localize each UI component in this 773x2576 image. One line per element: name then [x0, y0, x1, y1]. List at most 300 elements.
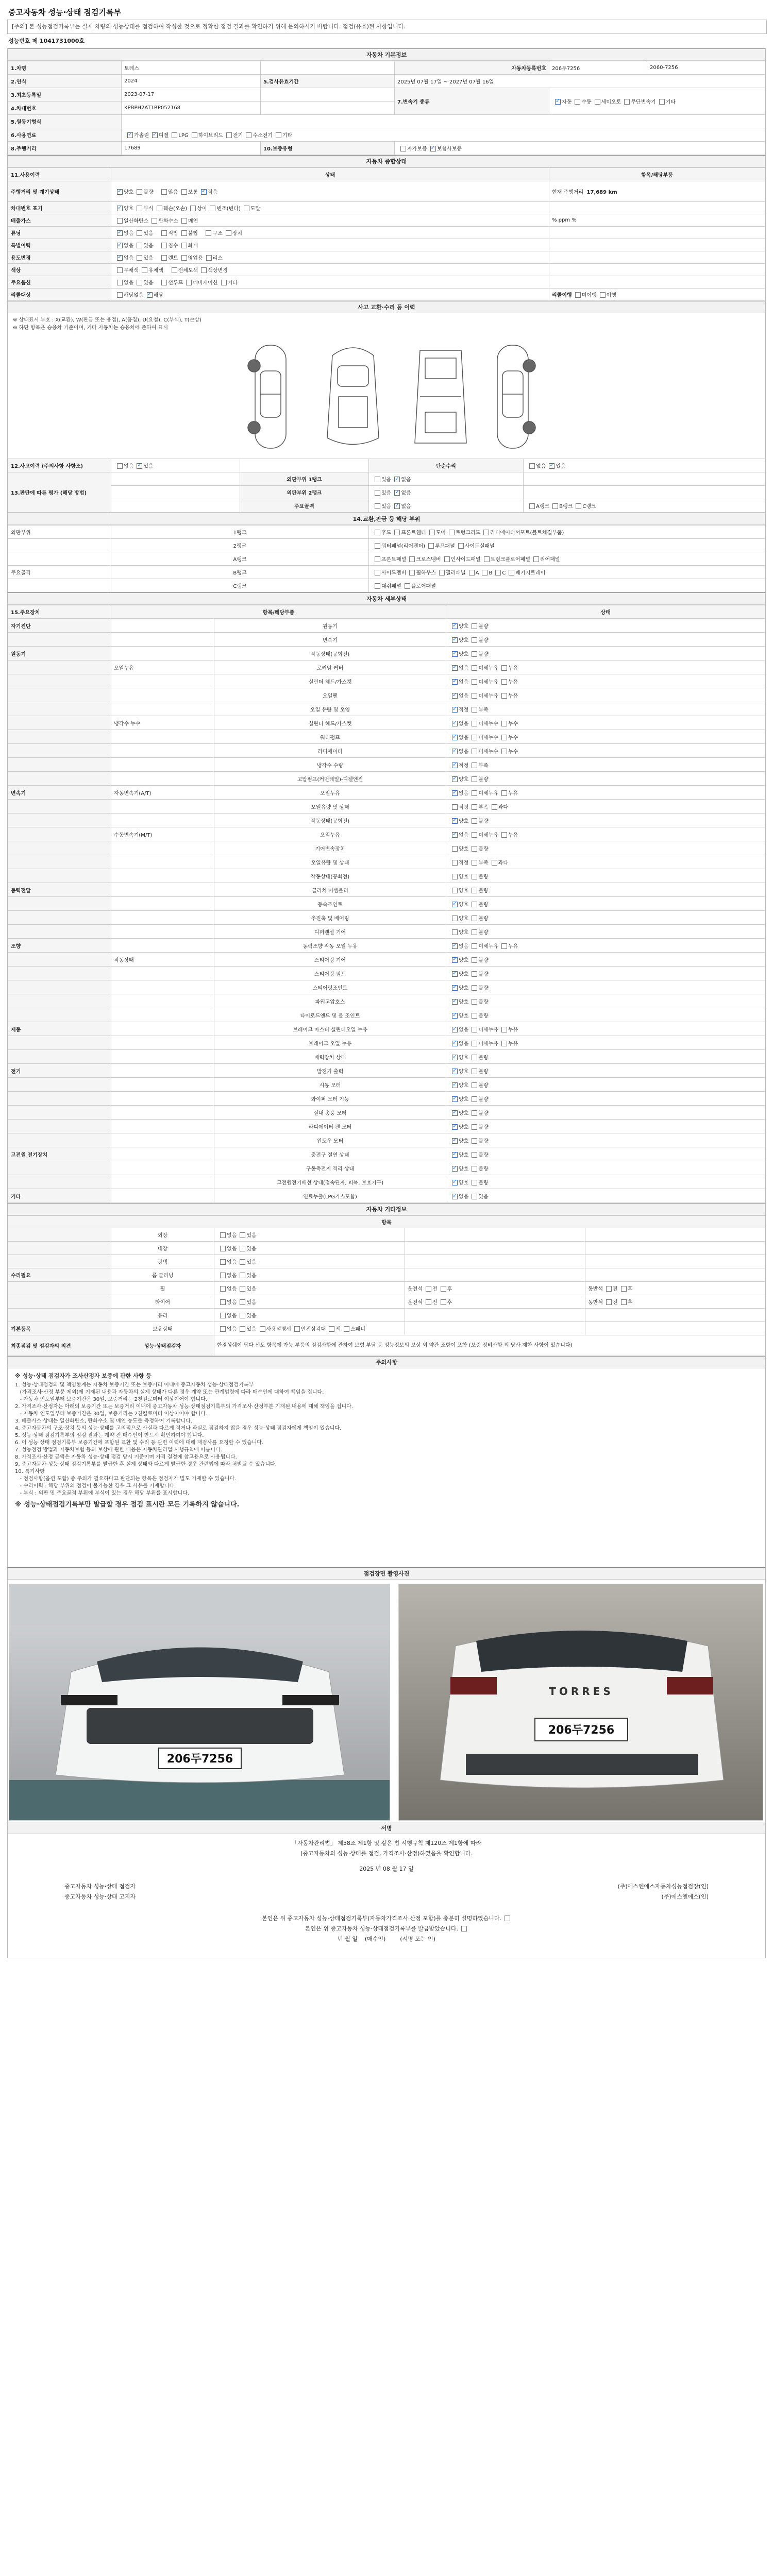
other-checkbox[interactable] [220, 1326, 226, 1332]
transmission-options [549, 88, 765, 115]
detail-checkbox[interactable] [472, 1194, 477, 1199]
detail-option-label: 누수 [508, 721, 518, 727]
part-checkbox[interactable] [509, 570, 514, 575]
part-checkbox[interactable] [394, 530, 400, 535]
detail-checkbox[interactable] [452, 1110, 458, 1116]
detail-checkbox[interactable] [472, 971, 477, 977]
detail-option-label: 없음 [459, 943, 469, 950]
status-8-checkbox[interactable] [147, 292, 153, 298]
status-3-sub-checkbox[interactable] [161, 230, 167, 236]
detail-checkbox[interactable] [472, 1096, 477, 1102]
status-0-checkbox[interactable] [117, 189, 123, 195]
transmission-checkbox[interactable] [555, 99, 561, 105]
basic-info-title: 자동차 기본정보 [8, 48, 765, 61]
detail-checkbox[interactable] [472, 916, 477, 921]
detail-checkbox[interactable] [452, 693, 458, 699]
status-7-checkbox[interactable] [137, 280, 142, 285]
detail-checkbox[interactable] [472, 943, 477, 949]
status-row-options [111, 276, 549, 289]
detail-checkbox[interactable] [452, 623, 458, 629]
status-8-c-checkbox[interactable] [575, 292, 581, 298]
fuel-checkbox[interactable] [172, 132, 177, 138]
detail-checkbox[interactable] [472, 860, 477, 866]
detail-group [8, 1133, 111, 1147]
detail-checkbox[interactable] [452, 804, 458, 810]
detail-item: 타이로드엔드 및 볼 조인트 [214, 1008, 446, 1022]
detail-checkbox[interactable] [472, 651, 477, 657]
fuel-checkbox[interactable] [226, 132, 232, 138]
status-6-checkbox[interactable] [117, 267, 123, 273]
fuel-checkbox[interactable] [246, 132, 251, 138]
other-checkbox[interactable] [240, 1246, 245, 1251]
detail-option-label: 양호 [459, 1082, 469, 1089]
status-3-sub-checkbox[interactable] [181, 230, 187, 236]
detail-checkbox[interactable] [472, 1055, 477, 1060]
part-checkbox[interactable] [375, 556, 380, 562]
confirm-1-checkbox[interactable] [505, 1916, 510, 1921]
detail-checkbox[interactable] [472, 637, 477, 643]
other-checkbox[interactable] [240, 1299, 245, 1305]
detail-checkbox[interactable] [492, 804, 497, 810]
detail-options [446, 730, 765, 744]
frame-rank-checkbox[interactable] [576, 503, 581, 509]
status-7-checkbox[interactable] [117, 280, 123, 285]
detail-options [446, 869, 765, 883]
status-1-checkbox[interactable] [157, 206, 162, 211]
status-4-checkbox[interactable] [137, 243, 142, 248]
frame-rank-checkbox[interactable] [552, 503, 558, 509]
detail-option-label: 불량 [478, 1138, 489, 1144]
part-checkbox[interactable] [449, 530, 455, 535]
status-3-checkbox[interactable] [137, 230, 142, 236]
parts-group: 주요골격 [8, 566, 111, 579]
frame-no-checkbox[interactable] [394, 503, 400, 509]
detail-checkbox[interactable] [472, 846, 477, 852]
detail-options [446, 1161, 765, 1175]
other-item: 유리 [111, 1309, 214, 1322]
detail-option-label: 불량 [478, 1013, 489, 1019]
note-line: 4. 중고자동차의 구조·장치 등의 성능·상태를 고의적으로 사실과 다르게 적거나 과실로 점검하지 않을 경우 성능·상태 점검자에게 책임이 있습니다. [15, 1426, 342, 1431]
detail-subgroup: 자동변속기(A/T) [111, 786, 214, 800]
other-option-label: 없음 [227, 1246, 237, 1252]
status-7-sub-checkbox[interactable] [221, 280, 227, 285]
detail-checkbox[interactable] [452, 1138, 458, 1144]
part-checkbox[interactable] [483, 530, 489, 535]
status-5-sub-checkbox[interactable] [206, 255, 212, 261]
other-option-label: 있음 [246, 1260, 257, 1265]
detail-checkbox[interactable] [452, 860, 458, 866]
detail-checkbox[interactable] [472, 1166, 477, 1172]
detail-option-label: 없음 [459, 679, 469, 685]
detail-option-label: 불량 [478, 888, 489, 894]
part-checkbox[interactable] [495, 570, 501, 575]
passenger-side-checkbox[interactable] [621, 1286, 627, 1292]
detail-group [8, 1106, 111, 1120]
detail-checkbox[interactable] [452, 749, 458, 754]
detail-checkbox[interactable] [452, 818, 458, 824]
warranty-insurance-checkbox[interactable] [430, 146, 436, 151]
detail-subgroup [111, 814, 214, 827]
detail-checkbox[interactable] [452, 1055, 458, 1060]
status-8-c-checkbox[interactable] [600, 292, 606, 298]
status-7-sub-checkbox[interactable] [186, 280, 192, 285]
status-8-option-label: 해당 [153, 293, 163, 298]
status-0-sub-checkbox[interactable] [201, 189, 207, 195]
status-2-checkbox[interactable] [152, 218, 157, 224]
detail-options [446, 855, 765, 869]
detail-checkbox[interactable] [452, 846, 458, 852]
spacer [111, 486, 240, 499]
signature-body [8, 1834, 765, 1958]
evaluation-label: 13.판단에 따른 평가 (해당 방법) [8, 472, 111, 513]
repair-yes-checkbox[interactable] [549, 463, 554, 469]
detail-checkbox[interactable] [472, 679, 477, 685]
detail-checkbox[interactable] [501, 943, 507, 949]
confirm-2-checkbox[interactable] [461, 1926, 467, 1931]
part-checkbox[interactable] [444, 556, 450, 562]
status-4-sub-checkbox[interactable] [161, 243, 167, 248]
detail-checkbox[interactable] [501, 665, 507, 671]
detail-checkbox[interactable] [452, 762, 458, 768]
driver-side-option-label: 후 [447, 1300, 452, 1306]
detail-checkbox[interactable] [472, 1082, 477, 1088]
passenger-side-checkbox[interactable] [606, 1299, 612, 1305]
frame-no-label: 없음 [401, 504, 411, 510]
detail-checkbox[interactable] [472, 1069, 477, 1074]
part-checkbox[interactable] [405, 583, 410, 589]
detail-checkbox[interactable] [472, 1013, 477, 1019]
detail-option-label: 불량 [478, 1082, 489, 1089]
detail-checkbox[interactable] [452, 943, 458, 949]
part-checkbox[interactable] [409, 556, 415, 562]
detail-options [446, 674, 765, 688]
detail-checkbox[interactable] [472, 749, 477, 754]
fuel-option-label: LPG [178, 133, 189, 139]
status-row [8, 289, 765, 301]
detail-checkbox[interactable] [452, 679, 458, 685]
fuel-checkbox[interactable] [192, 132, 197, 138]
detail-checkbox[interactable] [452, 1194, 458, 1199]
detail-checkbox[interactable] [452, 902, 458, 907]
detail-checkbox[interactable] [452, 874, 458, 879]
passenger-side-option-label: 후 [627, 1300, 633, 1306]
status-5-sub-checkbox[interactable] [161, 255, 167, 261]
status-5-checkbox[interactable] [117, 255, 123, 261]
driver-side-checkbox[interactable] [426, 1286, 431, 1292]
other-checkbox[interactable] [240, 1273, 245, 1278]
status-1-option-label: 도말 [250, 206, 261, 212]
detail-checkbox[interactable] [472, 1027, 477, 1032]
detail-checkbox[interactable] [472, 1110, 477, 1116]
other-checkbox[interactable] [220, 1246, 226, 1251]
detail-subgroup [111, 994, 214, 1008]
part-option-label: 도어 [435, 530, 446, 536]
fuel-checkbox[interactable] [152, 132, 158, 138]
detail-checkbox[interactable] [452, 916, 458, 921]
detail-subgroup [111, 633, 214, 647]
detail-item: 등속조인트 [214, 897, 446, 911]
warranty-self-checkbox[interactable] [400, 146, 406, 151]
status-8-checkbox[interactable] [117, 292, 123, 298]
status-0-checkbox[interactable] [137, 189, 142, 195]
status-3-sub2-checkbox[interactable] [226, 230, 231, 236]
detail-checkbox[interactable] [452, 1027, 458, 1032]
first-reg-value: 2023-07-17 [122, 88, 261, 101]
status-1-checkbox[interactable] [244, 206, 249, 211]
detail-checkbox[interactable] [472, 985, 477, 991]
status-6-sub-checkbox[interactable] [172, 267, 177, 273]
detail-checkbox[interactable] [472, 957, 477, 963]
status-row-note [549, 276, 765, 289]
status-7-sub-checkbox[interactable] [161, 280, 167, 285]
detail-item: 워터펌프 [214, 730, 446, 744]
status-4-sub-checkbox[interactable] [181, 243, 187, 248]
status-5-sub-checkbox[interactable] [181, 255, 187, 261]
detail-checkbox[interactable] [472, 874, 477, 879]
detail-checkbox[interactable] [452, 735, 458, 740]
detail-row [8, 660, 765, 674]
part-checkbox[interactable] [469, 570, 475, 575]
status-2-checkbox[interactable] [117, 218, 123, 224]
other-checkbox[interactable] [344, 1326, 349, 1332]
accident-yes-checkbox[interactable] [137, 463, 142, 469]
detail-checkbox[interactable] [472, 623, 477, 629]
passenger-side-checkbox[interactable] [606, 1286, 612, 1292]
detail-checkbox[interactable] [452, 637, 458, 643]
part-checkbox[interactable] [375, 583, 380, 589]
other-row [8, 1255, 765, 1268]
detail-options [446, 1008, 765, 1022]
detail-checkbox[interactable] [452, 1124, 458, 1130]
other-checkbox[interactable] [220, 1259, 226, 1265]
accident-none-checkbox[interactable] [117, 463, 123, 469]
other-item: 룸 클리닝 [111, 1268, 214, 1282]
detail-checkbox[interactable] [472, 888, 477, 893]
detail-checkbox[interactable] [472, 1180, 477, 1185]
detail-checkbox[interactable] [472, 790, 477, 796]
status-2-checkbox[interactable] [181, 218, 187, 224]
other-checkbox[interactable] [240, 1232, 245, 1238]
detail-checkbox[interactable] [452, 665, 458, 671]
other-option-label: 있음 [246, 1300, 257, 1306]
detail-checkbox[interactable] [472, 1138, 477, 1144]
detail-row [8, 1106, 765, 1120]
detail-checkbox[interactable] [452, 1096, 458, 1102]
detail-checkbox[interactable] [452, 776, 458, 782]
detail-checkbox[interactable] [472, 929, 477, 935]
outer-rank1-options [369, 472, 524, 486]
detail-checkbox[interactable] [501, 749, 507, 754]
status-0-sub-checkbox[interactable] [181, 189, 187, 195]
status-1-checkbox[interactable] [117, 206, 123, 211]
status-row-label: 주행거리 및 계기상태 [8, 181, 111, 202]
detail-row [8, 1189, 765, 1203]
detail-checkbox[interactable] [501, 679, 507, 685]
detail-checkbox[interactable] [472, 818, 477, 824]
other-checkbox[interactable] [220, 1273, 226, 1278]
part-checkbox[interactable] [439, 570, 445, 575]
detail-checkbox[interactable] [452, 1152, 458, 1158]
frame-rank-checkbox[interactable] [529, 503, 535, 509]
other-checkbox[interactable] [220, 1232, 226, 1238]
detail-checkbox[interactable] [501, 735, 507, 740]
detail-checkbox[interactable] [452, 707, 458, 713]
detail-checkbox[interactable] [472, 665, 477, 671]
detail-checkbox[interactable] [492, 860, 497, 866]
other-checkbox[interactable] [240, 1313, 245, 1318]
detail-checkbox[interactable] [472, 1124, 477, 1130]
detail-checkbox[interactable] [472, 902, 477, 907]
detail-checkbox[interactable] [452, 985, 458, 991]
other-checkbox[interactable] [240, 1326, 245, 1332]
detail-option-label: 있음 [478, 1194, 489, 1200]
status-3-sub2-checkbox[interactable] [206, 230, 211, 236]
rank2-no-checkbox[interactable] [394, 490, 400, 496]
detail-option-label: 양호 [459, 902, 469, 908]
detail-checkbox[interactable] [472, 999, 477, 1005]
status-5-checkbox[interactable] [137, 255, 142, 261]
rank1-yes-checkbox[interactable] [375, 477, 380, 482]
detail-group: 조향 [8, 939, 111, 953]
detail-checkbox[interactable] [501, 721, 507, 726]
detail-checkbox[interactable] [452, 1041, 458, 1046]
status-1-checkbox[interactable] [137, 206, 142, 211]
fuel-checkbox[interactable] [127, 132, 133, 138]
year-label: 2.연식 [8, 75, 122, 88]
detail-checkbox[interactable] [472, 804, 477, 810]
part-checkbox[interactable] [533, 556, 539, 562]
other-checkbox[interactable] [329, 1326, 334, 1332]
detail-checkbox[interactable] [501, 832, 507, 838]
other-option-label: 있음 [246, 1246, 257, 1252]
frame-yes-checkbox[interactable] [375, 503, 380, 509]
detail-checkbox[interactable] [501, 693, 507, 699]
detail-checkbox[interactable] [452, 929, 458, 935]
other-checkbox[interactable] [220, 1299, 226, 1305]
driver-side-checkbox[interactable] [441, 1299, 446, 1305]
part-checkbox[interactable] [482, 570, 488, 575]
status-4-checkbox[interactable] [117, 243, 123, 248]
fuel-checkbox[interactable] [276, 132, 281, 138]
detail-row [8, 1064, 765, 1078]
detail-checkbox[interactable] [472, 776, 477, 782]
detail-option-label: 불량 [478, 1166, 489, 1172]
detail-checkbox[interactable] [452, 1180, 458, 1185]
part-checkbox[interactable] [458, 543, 464, 549]
detail-checkbox[interactable] [452, 1082, 458, 1088]
status-row [8, 214, 765, 227]
detail-group [8, 925, 111, 939]
part-checkbox[interactable] [375, 530, 380, 535]
other-row [8, 1242, 765, 1255]
detail-checkbox[interactable] [452, 1013, 458, 1019]
status-6-checkbox[interactable] [142, 267, 147, 273]
outer-rank2-options [369, 486, 524, 499]
part-checkbox[interactable] [375, 543, 380, 549]
detail-checkbox[interactable] [452, 957, 458, 963]
detail-checkbox[interactable] [501, 1041, 507, 1046]
other-checkbox[interactable] [220, 1313, 226, 1318]
part-option-label: 루프패널 [435, 544, 455, 549]
other-checkbox[interactable] [260, 1326, 265, 1332]
transmission-checkbox[interactable] [659, 99, 665, 105]
detail-checkbox[interactable] [472, 707, 477, 713]
other-checkbox[interactable] [294, 1326, 300, 1332]
note-line: 6. 이 성능·상태 점검기록부 보증기간에 포함된 교환 및 수리 등 관련 이력에 대해 재검사를 요청할 수 있습니다. [15, 1440, 264, 1446]
signature-text-2: (중고자동차의 성능·상태를 점검, 가격조사·산정)하였음을 확인합니다. [300, 1850, 473, 1857]
status-3-checkbox[interactable] [117, 230, 123, 236]
transmission-checkbox[interactable] [624, 99, 630, 105]
other-option-label: 있음 [246, 1233, 257, 1239]
part-checkbox[interactable] [429, 530, 435, 535]
detail-item: 발전기 출력 [214, 1064, 446, 1078]
detail-checkbox[interactable] [472, 693, 477, 699]
status-row-note: 현재 주행거리 17,689 km [549, 181, 765, 202]
detail-checkbox[interactable] [472, 735, 477, 740]
detail-checkbox[interactable] [452, 971, 458, 977]
detail-checkbox[interactable] [452, 1166, 458, 1172]
detail-checkbox[interactable] [452, 651, 458, 657]
detail-checkbox[interactable] [472, 1152, 477, 1158]
transmission-checkbox[interactable] [595, 99, 600, 105]
detail-checkbox[interactable] [452, 832, 458, 838]
repair-none-checkbox[interactable] [529, 463, 535, 469]
part-checkbox[interactable] [375, 570, 380, 575]
legend-note: ※ 하단 항목은 승용차 기준이며, 기타 자동차는 승용차에 준하여 표시 [13, 325, 168, 331]
status-6-sub-checkbox[interactable] [201, 267, 207, 273]
detail-header-a: 15.주요장치 [8, 605, 111, 619]
status-1-checkbox[interactable] [190, 206, 196, 211]
transmission-checkbox[interactable] [575, 99, 580, 105]
rank1-no-checkbox[interactable] [394, 477, 400, 482]
detail-checkbox[interactable] [472, 1041, 477, 1046]
detail-checkbox[interactable] [472, 832, 477, 838]
detail-group [8, 674, 111, 688]
driver-side-checkbox[interactable] [441, 1286, 446, 1292]
other-checkbox[interactable] [240, 1286, 245, 1292]
detail-option-label: 미세누유 [478, 832, 498, 838]
detail-checkbox[interactable] [452, 1069, 458, 1074]
detail-checkbox[interactable] [472, 762, 477, 768]
status-0-sub-checkbox[interactable] [161, 189, 167, 195]
part-checkbox[interactable] [428, 543, 434, 549]
status-row [8, 181, 765, 202]
detail-checkbox[interactable] [452, 888, 458, 893]
detail-status-table [8, 605, 765, 1203]
detail-checkbox[interactable] [452, 721, 458, 726]
part-checkbox[interactable] [409, 570, 415, 575]
part-checkbox[interactable] [484, 556, 490, 562]
detail-row [8, 730, 765, 744]
detail-checkbox[interactable] [501, 1027, 507, 1032]
detail-checkbox[interactable] [452, 790, 458, 796]
detail-checkbox[interactable] [452, 999, 458, 1005]
detail-checkbox[interactable] [472, 721, 477, 726]
detail-option-label: 부족 [478, 707, 489, 713]
spacer [261, 101, 395, 115]
rank2-yes-checkbox[interactable] [375, 490, 380, 496]
detail-options [446, 897, 765, 911]
passenger-side-checkbox[interactable] [621, 1299, 627, 1305]
detail-option-label: 적정 [459, 707, 469, 713]
part-option-label: 인사이드패널 [450, 557, 481, 563]
other-checkbox[interactable] [220, 1286, 226, 1292]
detail-checkbox[interactable] [501, 790, 507, 796]
driver-side-checkbox[interactable] [426, 1299, 431, 1305]
other-checkbox[interactable] [240, 1259, 245, 1265]
fuel-options [122, 128, 765, 142]
status-1-checkbox[interactable] [210, 206, 215, 211]
